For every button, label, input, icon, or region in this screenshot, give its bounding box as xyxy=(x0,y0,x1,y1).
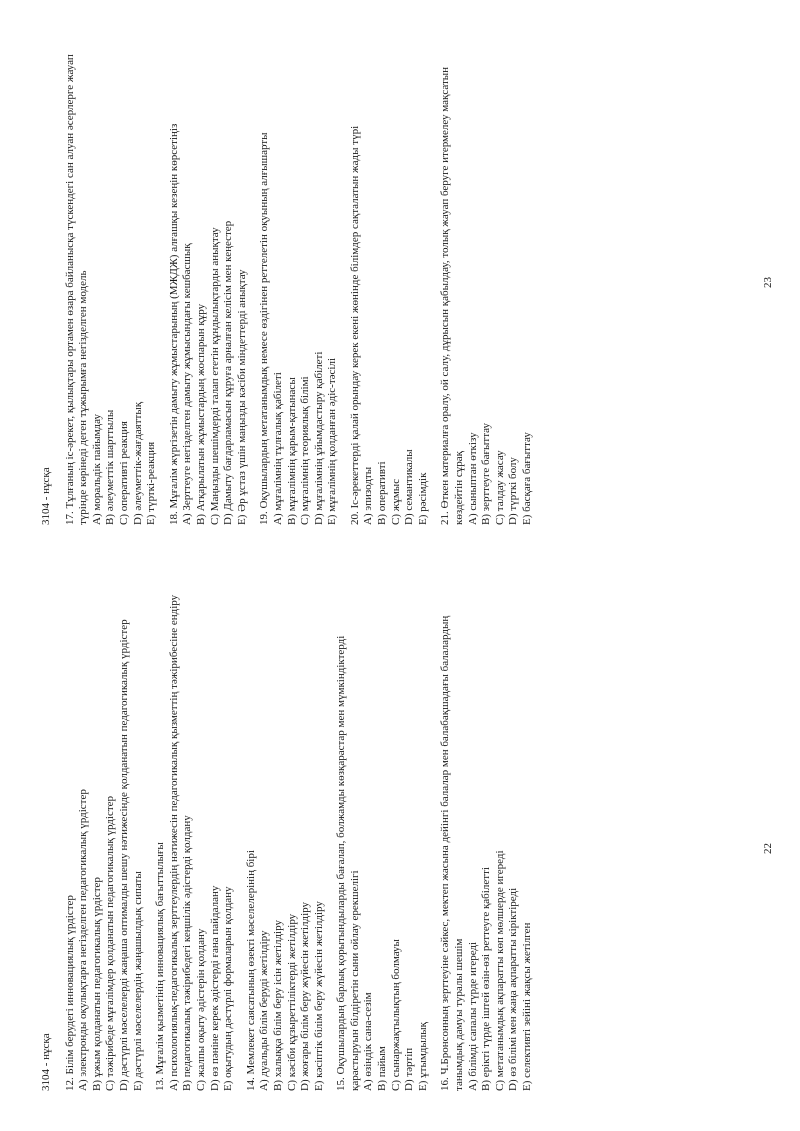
page-number: 23 xyxy=(762,277,774,288)
answer-options xyxy=(91,20,159,525)
right-page xyxy=(0,0,800,565)
question-15 xyxy=(335,591,430,1091)
answer-options xyxy=(272,20,340,525)
option-e: Е) мұғалімнің қолданған әдіс-тәсілі xyxy=(326,357,339,525)
option-c: С) мұғалімнің теориялық білімі xyxy=(299,376,312,525)
option-c: С) жалпы оқыту әдістерін қолдану xyxy=(194,928,207,1091)
variant-header: 3104 - нұсқа xyxy=(40,467,52,525)
option-d: D) өз білімі мен жаңа ақпаратты кіріктіреді xyxy=(507,887,520,1091)
option-c: С) Маңызды шешімдерді талап ететін құндылықтарды анықтау xyxy=(208,227,221,525)
answer-options xyxy=(467,591,535,1091)
option-d: D) өз пәніне керек әдістерді ғана пайдалану xyxy=(208,885,221,1091)
option-d: D) дәстүрлі мәселелерді жаңаша оптималды шешу нәтижесінде қолданатын педагогикалық үрдістер xyxy=(117,619,130,1091)
option-b: В) педагогикалық тәжірибедегі кеңшілік әдістерді қолдану xyxy=(181,815,194,1091)
answer-options xyxy=(258,591,326,1091)
option-e: Е) басқаға бағыттау xyxy=(521,432,533,525)
question-18 xyxy=(168,20,250,525)
option-a: А) мұғалімнің тұлғалық қабілеті xyxy=(271,372,284,525)
option-e: Е) Әр ұстаз үшін маңызды кәсіби міндеттерді анықтау xyxy=(235,269,248,525)
question-text: 21. Өткен материалға оралу, ой салу, дұрысын қабылдау, толық жауап беруге итермелеу мақсатын көздейтін сұрақ xyxy=(439,66,466,525)
question-13 xyxy=(154,591,236,1091)
answer-options xyxy=(181,20,249,525)
option-a: А) моральдік пайымдау xyxy=(90,414,103,525)
question-12 xyxy=(64,591,146,1091)
option-a: А) сыныптан өткізу xyxy=(466,432,479,525)
option-c: С) жұмыс xyxy=(389,478,402,525)
question-17 xyxy=(64,20,159,525)
question-text: 14. Мемлекет саясатының өзекті мәселелерінің бірі xyxy=(244,850,257,1091)
question-text: 20. Іс-әрекеттерді қалай орындау керек екені жөнінде білімдер сақталатын жады түрі xyxy=(348,125,361,525)
question-21 xyxy=(439,20,534,525)
option-e: Е) селективті зейіні жақсы жетілген xyxy=(521,922,533,1091)
option-d: D) мұғалімнің ұйымдастыру қабілеті xyxy=(312,351,325,525)
option-e: Е) түрткі-реакция xyxy=(145,441,158,525)
question-text: 12. Білім берудегі инновациялық үрдістер xyxy=(63,895,76,1091)
option-e: Е) рәсімдік xyxy=(416,472,429,525)
option-a: А) электронды оқулықтарға негізделген педагогикалық үрдістер xyxy=(77,789,90,1091)
option-e: Е) оқытудың дәстүрлі формаларын қолдану xyxy=(222,886,235,1091)
question-text: 18. Мұғалім жүргізетін дамыту жұмыстарының (МЖДЖ) алғашқы кезеңін көрсетіңіз xyxy=(167,123,180,525)
option-a: А) эпизодты xyxy=(362,466,375,525)
option-d: D) Дамыту бағдарламасын құруға арналған келісім мен кеңестер xyxy=(222,220,235,525)
option-e: Е) дәстүрлі мәселелердің жаңашылдық сипаты xyxy=(131,871,144,1091)
option-b: В) ерікті түрде іштей өзін-өзі реттеуге қабілетті xyxy=(480,867,493,1091)
question-text: 19. Оқушылардың метатанымдық немесе өздігінен реттелетін оқуының алғышарты xyxy=(258,132,271,525)
answer-options xyxy=(362,20,430,525)
question-20 xyxy=(349,20,431,525)
question-text: 17. Тұлғаның іс-әрекет, қылықтары ортамен өзара байланысқа түскендегі сан алуан әсерлерге жауап түрінде көрінеді деген тұжырымға негізделген модель xyxy=(63,54,90,525)
option-c: С) тәжірибеде мұғалімдер қолданатын педагогикалық үрдістер xyxy=(104,795,117,1091)
option-b: В) мұғалімнің қарым-қатынасы xyxy=(285,377,298,525)
option-b: В) халыққа білім беру ісін жетілдіру xyxy=(271,920,284,1091)
option-b: В) зерттеуге бағыттау xyxy=(480,422,493,525)
option-a: А) өзіндік сана-сезім xyxy=(362,992,375,1091)
option-a: А) білімді сапалы түрде игереді xyxy=(466,941,479,1091)
option-a: А) дуальды білім беруді жетілдіру xyxy=(258,930,271,1091)
option-b: В) ұжым қолданатын педагогикалық үрдістер xyxy=(90,877,103,1091)
question-16 xyxy=(439,591,534,1091)
page-number: 22 xyxy=(762,843,774,854)
answer-options xyxy=(168,591,236,1091)
option-b: В) Атқарылатын жұмыстардың жоспарын құру xyxy=(194,303,207,525)
option-b: В) пайым xyxy=(376,1046,389,1091)
variant-header: 3104 - нұсқа xyxy=(40,1033,52,1091)
option-b: В) әлеуметтік шарттылы xyxy=(104,409,117,525)
option-b: В) оперативті xyxy=(376,461,389,525)
question-14 xyxy=(245,591,327,1091)
answer-options xyxy=(467,20,535,525)
option-e: Е) ұтымдылық xyxy=(416,1021,429,1091)
option-c: С) метатанымдық ақпаратты көп мөлшерде игереді xyxy=(493,850,506,1091)
question-text: 13. Мұғалім қызметінің инновациялық бағыттылығы xyxy=(154,842,167,1091)
option-c: С) талдау жасау xyxy=(493,450,506,525)
option-c: С) кәсіби құзыреттіліктерді жетілдіру xyxy=(285,913,298,1091)
option-e: Е) кәсіптік білім беру жүйесін жетілдіру xyxy=(312,901,325,1091)
option-d: D) жоғары білім беру жүйесін жетілдіру xyxy=(299,902,312,1091)
question-text: 15. Оқушылардың барлық қорытындыларды бағалап, болжамды көзқарастар мен мүмкіндіктерді қарастыруын білдіретін сыни ойлау ерекшелігі xyxy=(335,635,361,1091)
option-c: С) оперативті реакция xyxy=(117,421,130,525)
question-text: 16. Ч.Бронсонның зерттеуіне сәйкес, мектеп жасына дейінгі балалар мен балабақшадағы балалардың танымдық дамуы туралы шешім xyxy=(439,615,466,1091)
right-page-content xyxy=(40,20,544,525)
option-d: D) әлеуметтік-жағдаяттық xyxy=(131,401,144,525)
left-page xyxy=(0,566,800,1131)
option-d: D) түрткі болу xyxy=(507,457,520,525)
answer-options xyxy=(77,591,145,1091)
option-c: С) сынаржақтылықтың болмауы xyxy=(389,939,402,1091)
option-a: А) Зерттеуге негізделген дамыту жұмысындағы кешбасшық xyxy=(181,243,194,525)
option-a: А) психологиялық-педагогикалық зерттеулердің нәтижесін педагогикалық қызметтің тәжірибесіне ендіру xyxy=(167,594,180,1091)
left-page-content xyxy=(40,591,544,1091)
answer-options xyxy=(362,591,430,1091)
question-19 xyxy=(258,20,340,525)
option-d: D) тәртіп xyxy=(403,1047,416,1091)
option-d: D) семантикалы xyxy=(403,449,416,525)
